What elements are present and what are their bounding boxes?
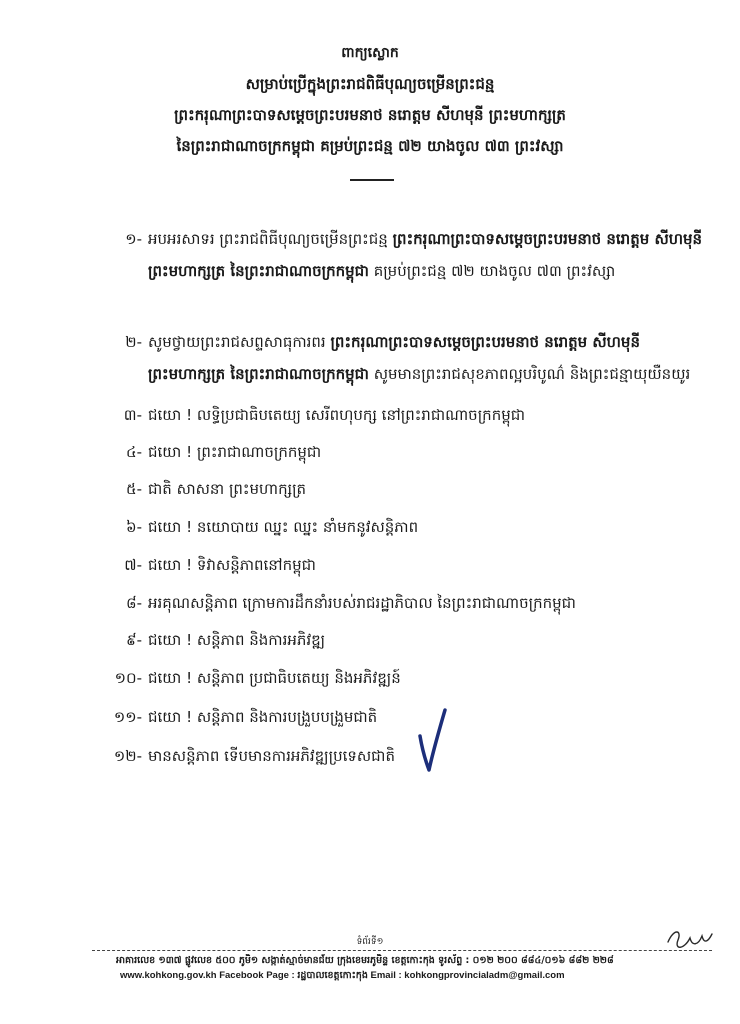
item-number: ១០- bbox=[114, 669, 142, 687]
item-number: ៨- bbox=[125, 594, 142, 612]
document-title: ពាក្យស្លោក bbox=[341, 45, 399, 61]
header-line-1: សម្រាប់ប្រើក្នុងព្រះរាជពិធីបុណ្យចម្រើនព្រះជន្ម bbox=[245, 75, 495, 93]
item-number: ៤- bbox=[125, 443, 142, 461]
item-number: ៩- bbox=[125, 631, 142, 649]
footer-divider bbox=[92, 950, 712, 951]
signature-icon bbox=[664, 924, 714, 958]
item-number: ៧- bbox=[124, 556, 142, 574]
item-text: ជយោ ! នយោបាយ ឈ្នះ ឈ្នះ នាំមកនូវសន្តិភាព bbox=[148, 518, 419, 536]
header-line-2: ព្រះករុណាព្រះបាទសម្តេចព្រះបរមនាថ នរោត្តម សីហមុនី ព្រះមហាក្សត្រ bbox=[174, 106, 566, 124]
item-text: មានសន្តិភាព ទើបមានការអភិវឌ្ឍប្រទេសជាតិ bbox=[148, 747, 395, 765]
item-text: ជយោ ! ទិវាសន្តិភាពនៅកម្ពុជា bbox=[148, 556, 316, 574]
header-separator bbox=[350, 179, 394, 181]
item-text: សូមថ្វាយព្រះរាជសព្ទសាធុការពរ ព្រះករុណាព្រះបាទសម្តេចព្រះបរមនាថ នរោត្តម សីហមុនី ព្រះមហាក្សត្រ នៃព្រះរាជាណាចក្រកម្ពុជា សូមមានព្រះរាជសុខភាពល្អបរិបូណ៌ និងព្រះជន្មាយុយឺនយូរ bbox=[148, 333, 691, 383]
item-text: ជយោ ! សន្តិភាព និងការអភិវឌ្ឍ bbox=[148, 631, 326, 649]
item-text: ជាតិ សាសនា ព្រះមហាក្សត្រ bbox=[148, 480, 307, 498]
document-header bbox=[0, 38, 740, 162]
item-text: ជយោ ! សន្តិភាព ប្រជាធិបតេយ្យ និងអភិវឌ្ឍន៍ bbox=[148, 669, 401, 687]
item-number: ១១- bbox=[113, 708, 142, 726]
header-line-3: នៃព្រះរាជាណាចក្រកម្ពុជា គម្រប់ព្រះជន្ម ៧២ យាងចូល ៧៣ ព្រះវស្សា bbox=[176, 137, 564, 155]
footer-address: អាគារលេខ ១៣៧ ផ្លូវលេខ ៥០០ ភូមិ១ សង្កាត់ស្មាច់មានជ័យ ក្រុងខេមរភូមិន្ទ ខេត្តកោះកុង ទូរស័ព្ទ : ០១២ ២០០ ៨៨៤/០១៦ ៨៨២ ២២៨ bbox=[116, 955, 614, 966]
item-number: ៣- bbox=[123, 406, 142, 424]
item-text: អបអរសាទរ ព្រះរាជពិធីបុណ្យចម្រើនព្រះជន្ម ព្រះករុណាព្រះបាទសម្តេចព្រះបរមនាថ នរោត្តម សីហមុនី ព្រះមហាក្សត្រ នៃព្រះរាជាណាចក្រកម្ពុជា គម្រប់ព្រះជន្ម ៧២ យាងចូល ៧៣ ព្រះវស្សា bbox=[148, 230, 703, 280]
item-number: ២- bbox=[125, 333, 142, 351]
page-number: ទំព័រទី១ bbox=[356, 937, 384, 947]
checkmark-icon bbox=[414, 706, 448, 776]
item-text: ជយោ ! លទ្ធិប្រជាធិបតេយ្យ សេរីពហុបក្ស នៅព្រះរាជាណាចក្រកម្ពុជា bbox=[148, 406, 526, 424]
item-number: ៦- bbox=[125, 518, 142, 536]
item-number: ១- bbox=[125, 230, 142, 248]
item-number: ៥- bbox=[125, 480, 142, 498]
item-text: ជយោ ! ព្រះរាជាណាចក្រកម្ពុជា bbox=[148, 443, 322, 461]
item-number: ១២- bbox=[113, 747, 142, 765]
item-text: អរគុណសន្តិភាព ក្រោមការដឹកនាំរបស់រាជរដ្ឋាភិបាល នៃព្រះរាជាណាចក្រកម្ពុជា bbox=[148, 594, 576, 612]
item-text: ជយោ ! សន្តិភាព និងការបង្រួបបង្រួមជាតិ bbox=[148, 708, 378, 726]
footer-contacts: www.kohkong.gov.kh Facebook Page : រដ្ឋបាលខេត្តកោះកុង Email : kohkongprovincialadm@gmail.com bbox=[120, 970, 565, 981]
